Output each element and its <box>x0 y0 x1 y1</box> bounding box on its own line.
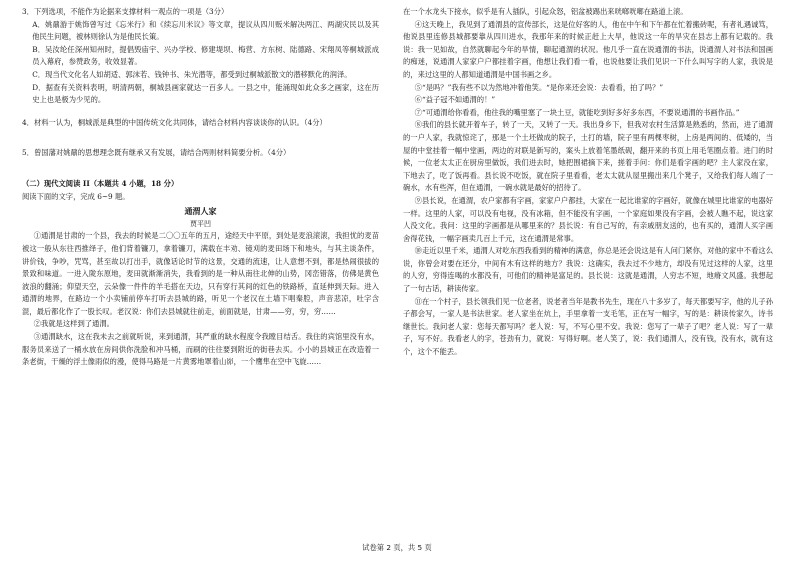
q4-stem: 4．材料一认为，桐城派是典型的中国传统文化共同体，请结合材料内容谈谈你的认识。（4分） <box>22 117 327 127</box>
article-title: 通渭人家 <box>184 206 217 217</box>
right-column <box>403 6 773 359</box>
paragraph-1: ①通渭是甘肃的一个县，我去的时候是二〇〇五年的五月，途经天中平原，到处是麦浪滚滚，我担忧的麦苗被这一般从东往西推绎子，他们背着镰刀，拿着镰刀，满载在丰劝、镜刈的麦田场下和地头，与其主谈条件，讲价钱，争吵，咒骂，甚至故以打出手，就像话论时节的这景，交通的流速，让人意想不到，都是热闹很拔的景致和味道。一进入陇东原地，麦田就渐渐消失，我看到的是一种从南往北伸的山势，冈峦错落，仿佛是黄色波浪的翻涌；仰望天空，云朵像一件件的羊毛搭在天边，只有穿行其间的红色的铁路桥，直延伸到天际。进入通渭的地界，在路边一个小卖铺前停车打听去县城的路，听见一个老汉在土墙下唱秦腔，声音悲凉，吐字含混，最后都化作了一股长叹。老汉说：你们去县城就往前走，前面就是，甘肃——穷，穷，穷…… <box>22 231 379 316</box>
paragraph-10: ⑩走近以里千米，通渭人对吃东西我看到的精神的满意，你总是还会说这是有人问门紧你，对他的家中不看这么说，你曾会对要在还分，中间有木有这样的地方？我说：这确实，我去过不少地方，却没有见过这样的人家，这里的人穷，穷得连喝的水都没有，可他们的精神是富足的。县长说：这就是通渭，人穷志不短，地瘠文风盛。我想起了一句古话，耕读传家。 <box>403 246 773 294</box>
q3-option-c: C．现当代文化名人如胡适、郭沫若、钱钟书、朱光潜等，都受到过桐城派散文的潜移默化的润泽。 <box>32 69 352 79</box>
paragraph-8: ⑧我们的县长就开着车子，转了一天，又转了一天。我出身乡下，但我对农村生活算是熟悉的，然而，进了通渭的一户人家，我就惊诧了，那是一个土坯做成的院子，土打的墙，院子里有两棵枣树，上房是两间的、低矮的，当屋的中堂挂着一幅中堂画，两边的对联是新写的，案头上放着笔墨纸砚，翻开来的书页上用毛笔圈点着。进门的时候，一位老太太正在厨房里做饭，我们进去时，她把围裙摘下来，搓着手问：你们是看字画的吧？主人家没在家，下地去了，吃了饭再看。县长说不吃饭，就在院子里看看，老太太就从屋里搬出来几个凳子，又给我们每人端了一碗水，水有些浑，但在通渭，一碗水就是最好的招待了。 <box>403 120 773 193</box>
article-author: 贾平凹 <box>190 219 211 228</box>
left-column <box>22 6 379 369</box>
q3-option-b: B．吴汝纶任深州知州时，提倡毁庙宇、兴办学校、修建堤坝、梅营、方东树、陆德路、宋翔凤等桐城派成员入幕府，参赞政务，收效显著。 <box>32 44 379 67</box>
paragraph-4: ④这天晚上，我见到了通渭县的宣传部长，这是位好客的人，他在中午和下午都在忙着搬砖呢，有者礼遇诚笃，他说县里连修县城都要靠从四川进水，我那年来的时候正赶上大旱，他说这一年的旱灾在县志上都有记载的。我说：我一见如故，自然就聊起今年的旱情，聊起通渭的状况。他几乎一直在说通渭的书法，说通渭人对书法和国画的痴迷，说通渭人家家户户都挂着字画，他想让我们看一看，也说他要让我们见识一下什么叫写字的人家，我说是的，来过这里的人都知道通渭是中国书画之乡。 <box>403 19 773 79</box>
section-instructions: 阅读下面的文字，完成 6~9 题。 <box>22 191 130 201</box>
section-title: （二）现代文阅读 II（本题共 4 小题，18 分） <box>22 178 179 188</box>
q3-option-a: A．姚鼐游于姚饰曾写过《忘米行》和《续忘川米议》等文章，提议从四川贩米解决两江、两湖灾民以及其他民生问题，被林则徐认为是他民长策。 <box>32 19 379 42</box>
paragraph-2: ②我就是这样到了通渭。 <box>33 319 114 329</box>
paragraph-11: ⑪在一个村子，县长领我们见一位老者，说老者当年是教书先生，现在八十多岁了，每天都要写字，他的儿子孙子都会写，一家人是书法世家。老人家坐在炕上，手里拿着一支毛笔，正在写一幅字，写的是：耕读传家久，诗书继世长。我问老人家：您每天都写吗？老人说：写，不写心里不安。我说：您写了一辈子了吧？老人说：写了一辈子，写不好。我看老人的字，苍劲有力，就说：写得好啊。老人笑了，说：我们通渭人，没有钱，没有水，就有这个，这个不能丢。 <box>403 296 773 357</box>
paragraph-5: ⑤“是吗？”我有些不以为然地冲着他笑。“是你来还会说：去看看，拍了吗？” <box>414 82 664 92</box>
paragraph-6: ⑥“益子冠不如通渭的！” <box>414 95 496 105</box>
paragraph-7: ⑦“可通渭给你看看，他往我的嘴里塞了一块土豆，就能吃到好多好多东西，不要说通渭的书画作品。” <box>414 107 740 117</box>
q3-option-d: D．据查有关资料表明，明清两朝，桐城县画家就达一百多人。一县之中，能涌现如此众多之画家，这在历史上也是极为少见的。 <box>32 82 379 105</box>
paragraph-9: ⑨县长说，在通渭，农户家都有字画，家家户户都挂，大家在一起比谁家的字画好，就像在城里比谁家的电器好一样。这里的人家，可以没有电视，没有冰箱，但不能没有字画，一个家庭如果没有字画，会被人瞧不起，说这家人没文化。我问：这里的字画都是从哪里来的？县长说：有自己写的，有亲戚朋友送的，也有买的，通渭人买字画舍得花钱，一幅字画卖几百上千元，这在通渭是常事。 <box>403 195 773 243</box>
paragraph-3: ③通渭缺水，这在我未去之前就听说，来到通渭，其严重的缺水程度令我瞠目结舌。我住的宾馆里没有水，服务员来送了一桶水放在房间供你洗脸和冲马桶，而刷的往往要到附近的街巷去买。小小的县城正在改造着一条老街，干燥的浮土像雨似的漫，使得马路是一片黄雾地罩着山峁，一个鹰隼在空中飞旋…… <box>22 332 379 367</box>
q3-stem: 3．下列选项，不能作为论据来支撑材料一观点的一项是（3分） <box>22 7 229 16</box>
q5-stem: 5．曾国藩对姚鼐的思想理念既有继承又有发展，请结合两则材料简要分析。（4分） <box>22 148 291 158</box>
paragraph-3-cont: 在一个水龙头下接水，似乎是有人插队，引起众怒，铝盆被踢出来咣啷咣啷在路道上滚。 <box>403 7 688 16</box>
page-footer: 试卷第 2 页，共 5 页 <box>362 543 432 552</box>
